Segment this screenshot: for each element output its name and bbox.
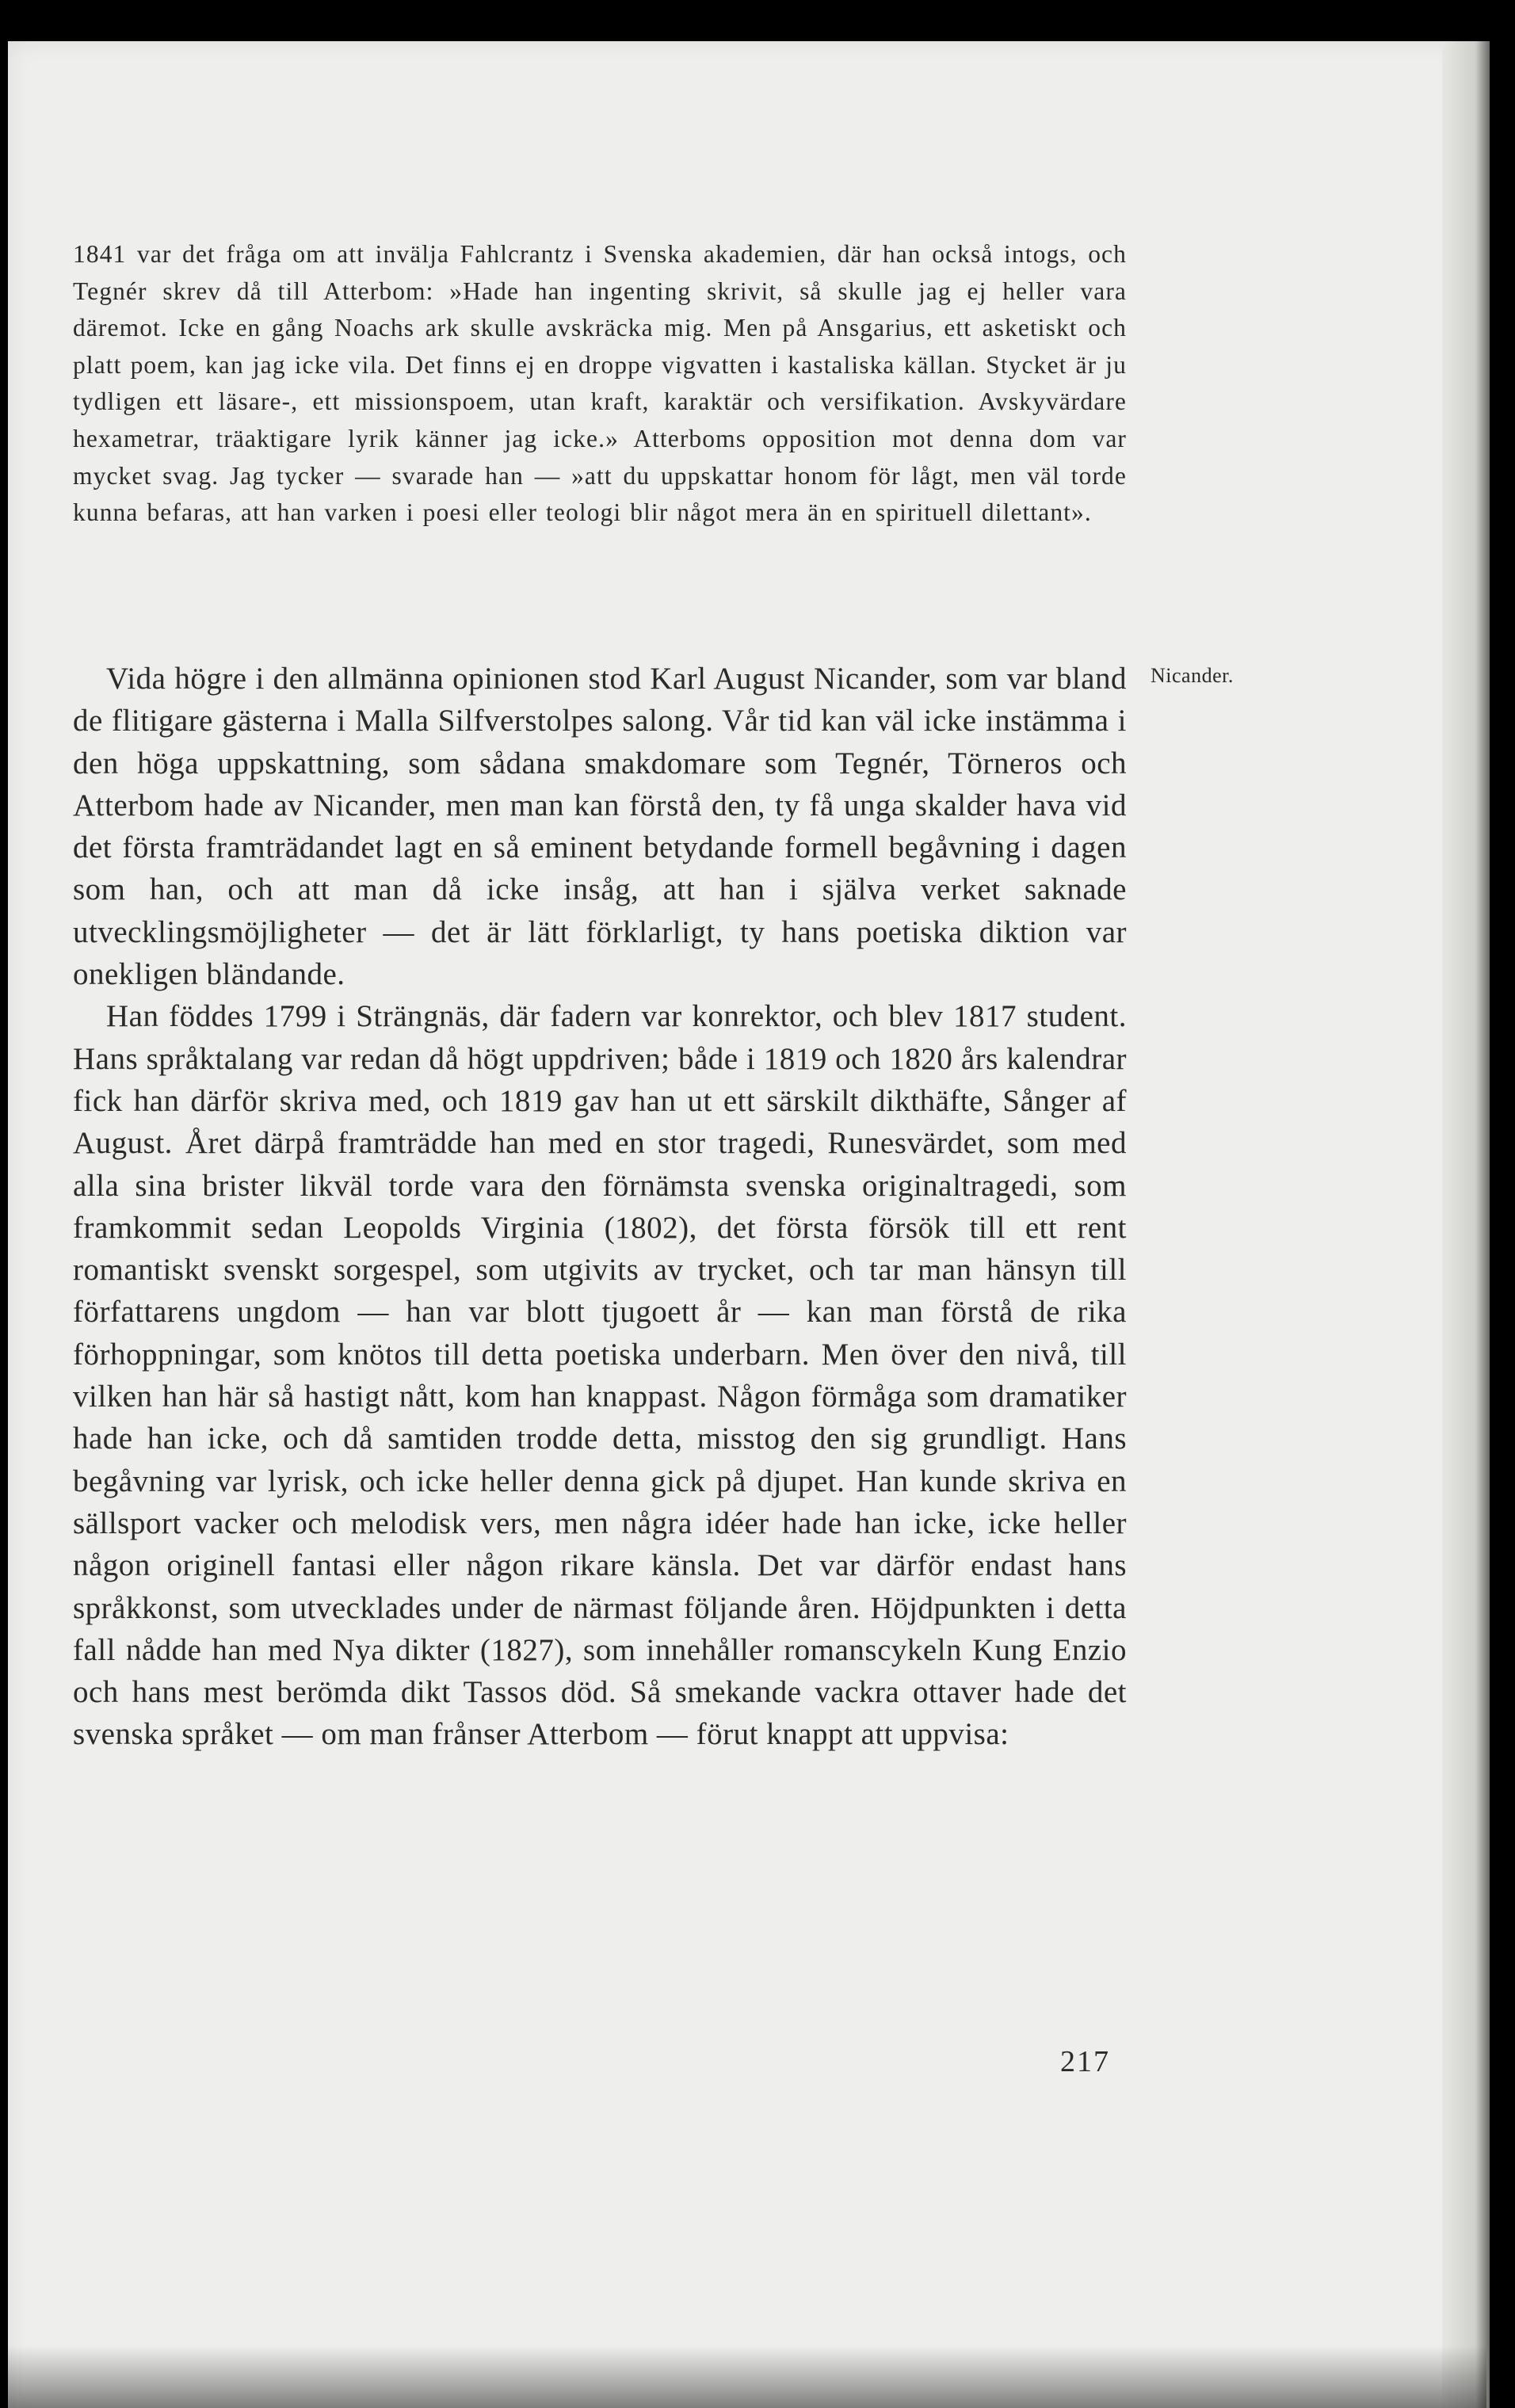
quoted-paragraph xyxy=(73,236,1127,532)
margin-note: Nicander. xyxy=(1151,664,1234,687)
page-number: 217 xyxy=(1060,2045,1110,2078)
small-paragraph-text: 1841 var det fråga om att invälja Fahlcrantz i Svenska akademien, där han också intogs, och Tegnér skrev då till Atterbom: »Hade han ingenting skrivit, så skulle jag ej heller vara däremot. Icke en gång Noachs ark skulle avskräcka mig. Men på Ansgarius, ett asketiskt och platt poem, kan jag icke vila. Det finns ej en droppe vigvatten i kastaliska källan. Stycket är ju tydligen ett läsare-, ett missionspoem, utan kraft, karaktär och versifikation. Avskyvärdare hexametrar, träaktigare lyrik känner jag icke.» Atterboms opposition mot denna dom var mycket svag. Jag tycker — svarade han — »att du uppskattar honom för lågt, men väl torde kunna befaras, att han varken i poesi eller teologi blir något mera än en spirituell dilettant». xyxy=(73,240,1127,527)
main-text xyxy=(73,658,1127,1756)
paragraph-nicander-intro: Vida högre i den allmänna opinionen stod Karl August Nicander, som var bland de flitigare gästerna i Malla Silfverstolpes salong. Vår tid kan väl icke instämma i den höga uppskattning, som sådana smakdomare som Tegnér, Törneros och Atterbom hade av Nicander, men man kan förstå den, ty få unga skalder hava vid det första framträdandet lagt en så eminent betydande formell begåvning i dagen som han, och att man då icke insåg, att han i själva verket saknade utvecklingsmöjligheter — det är lätt förklarligt, ty hans poetiska diktion var onekligen bländande. xyxy=(73,662,1127,992)
page-bottom-shadow xyxy=(8,2345,1486,2408)
paragraph-nicander-biography: Han föddes 1799 i Strängnäs, där fadern var konrektor, och blev 1817 student. Hans språktalang var redan då högt uppdriven; både i 1819 och 1820 års kalendrar fick han därför skriva med, och 1819 gav han ut ett särskilt dikthäfte, Sånger af August. Året därpå framträdde han med en stor tragedi, Runesvärdet, som med alla sina brister likväl torde vara den förnämsta svenska originaltragedi, som framkommit sedan Leopolds Virginia (1802), det första försök till ett rent romantiskt svenskt sorgespel, som utgivits av trycket, och tar man hänsyn till författarens ungdom — han var blott tjugoett år — kan man förstå de rika förhoppningar, som knötos till detta poetiska underbarn. Men över den nivå, till vilken han här så hastigt nått, kom han knappast. Någon förmåga som dramatiker hade han icke, och då samtiden trodde detta, misstog den sig grundligt. Hans begåvning var lyrisk, och icke heller denna gick på djupet. Han kunde skriva en sällsport vacker och melodisk vers, men några idéer hade han icke, icke heller någon originell fantasi eller någon rikare känsla. Det var därför endast hans språkkonst, som utvecklades under de närmast följande åren. Höjdpunkten i detta fall nådde han med Nya dikter (1827), som innehåller romanscykeln Kung Enzio och hans mest berömda dikt Tassos död. Så smekande vackra ottaver hade det svenska språket — om man frånser Atterbom — förut knappt att uppvisa: xyxy=(73,999,1127,1752)
page-edge xyxy=(1442,41,1490,2408)
